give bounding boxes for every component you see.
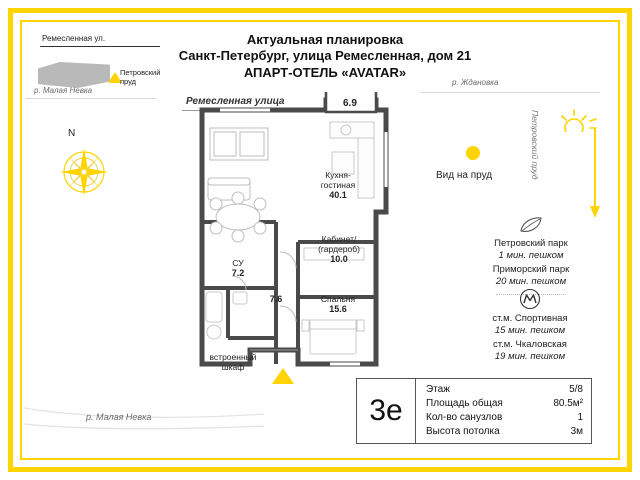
cabinet-line-1: Кабинет/ xyxy=(321,234,357,244)
spec-value-bathrooms: 1 xyxy=(577,412,583,423)
spec-table xyxy=(356,378,592,444)
river-line-left xyxy=(26,98,156,99)
direction-arrow-icon xyxy=(588,128,602,218)
spec-value-ceiling: 3м xyxy=(570,426,583,437)
kitchen-line-1: Кухня- xyxy=(325,170,351,180)
page-title xyxy=(150,32,500,81)
pond-view-label: Вид на пруд xyxy=(436,170,493,181)
room-label-kitchen xyxy=(308,170,368,200)
park2-name: Приморский парк xyxy=(492,264,570,275)
builtin-line-1: встроенный xyxy=(209,352,257,362)
map-street-line-top xyxy=(40,46,160,47)
park1-time: 1 мин. пешком xyxy=(498,250,564,261)
parks-info xyxy=(466,216,596,299)
metro2-name: ст.м. Чкаловская xyxy=(493,339,567,350)
map-street-label-top: Ремесленная ул. xyxy=(42,34,106,43)
cabinet-line-2: (гардероб) xyxy=(318,244,360,254)
spec-label-ceiling: Высота потолка xyxy=(426,426,500,437)
hall-area: 7.6 xyxy=(269,294,283,304)
leaf-icon xyxy=(519,216,543,234)
spec-label-bathrooms: Кол-во санузлов xyxy=(426,412,503,423)
builtin-line-2: шкаф xyxy=(221,362,245,372)
pond-label-line-1: Петровский xyxy=(120,68,161,77)
pond-vertical-label: Петровский пруд xyxy=(530,110,540,180)
kitchen-area: 40.1 xyxy=(329,190,347,200)
table-row xyxy=(426,397,583,411)
kitchen-line-2: гостиная xyxy=(320,180,356,190)
river-label-left: р. Малая Невка xyxy=(34,86,93,95)
spec-label-area: Площадь общая xyxy=(426,398,503,409)
bath-name: СУ xyxy=(232,258,244,268)
bath-area: 7.2 xyxy=(231,268,245,278)
room-label-cabinet xyxy=(306,234,372,264)
table-row xyxy=(426,383,583,397)
entrance-marker-icon xyxy=(272,368,294,384)
room-label-bedroom xyxy=(308,294,368,314)
spec-rows xyxy=(416,379,591,443)
title-line-3: АПАРТ-ОТЕЛЬ «AVATAR» xyxy=(243,65,407,80)
floor-plan xyxy=(180,92,440,382)
pond-view-marker-icon xyxy=(466,146,480,160)
spec-label-floor: Этаж xyxy=(426,384,450,395)
park2-time: 20 мин. пешком xyxy=(495,276,567,287)
title-line-1: Актуальная планировка xyxy=(246,32,404,47)
river-line-zhdanovka xyxy=(420,92,600,93)
room-label-bathroom xyxy=(218,258,258,278)
balcony-area: 6.9 xyxy=(343,98,357,109)
builtin-wardrobe-label xyxy=(190,352,276,372)
cabinet-area: 10.0 xyxy=(330,254,348,264)
river-label-zhdanovka: р. Ждановка xyxy=(452,78,499,87)
spec-value-area: 80.5м² xyxy=(553,398,583,409)
metro-icon xyxy=(519,288,541,310)
title-line-2: Санкт-Петербург, улица Ремесленная, дом 21 xyxy=(178,48,472,63)
park1-name: Петровский парк xyxy=(494,238,568,249)
metro1-name: ст.м. Спортивная xyxy=(492,313,568,324)
compass-rose xyxy=(52,128,116,202)
compass-north-label: N xyxy=(68,128,76,139)
bedroom-name: Спальня xyxy=(320,294,356,304)
table-row xyxy=(426,411,583,425)
metro2-time: 19 мин. пешком xyxy=(494,351,566,362)
river-label-bottom: р. Малая Невка xyxy=(86,412,152,422)
bedroom-area: 15.6 xyxy=(329,304,347,314)
pond-label-line-2: пруд xyxy=(120,77,137,86)
metro-info xyxy=(460,288,600,365)
spec-value-floor: 5/8 xyxy=(569,384,583,395)
pond-label xyxy=(120,68,160,86)
table-row xyxy=(426,425,583,439)
metro1-time: 15 мин. пешком xyxy=(494,325,566,336)
plan-street-label: Ремесленная улица xyxy=(186,96,285,107)
compass-icon xyxy=(52,142,116,202)
apartment-type-badge: 3е xyxy=(357,379,416,443)
